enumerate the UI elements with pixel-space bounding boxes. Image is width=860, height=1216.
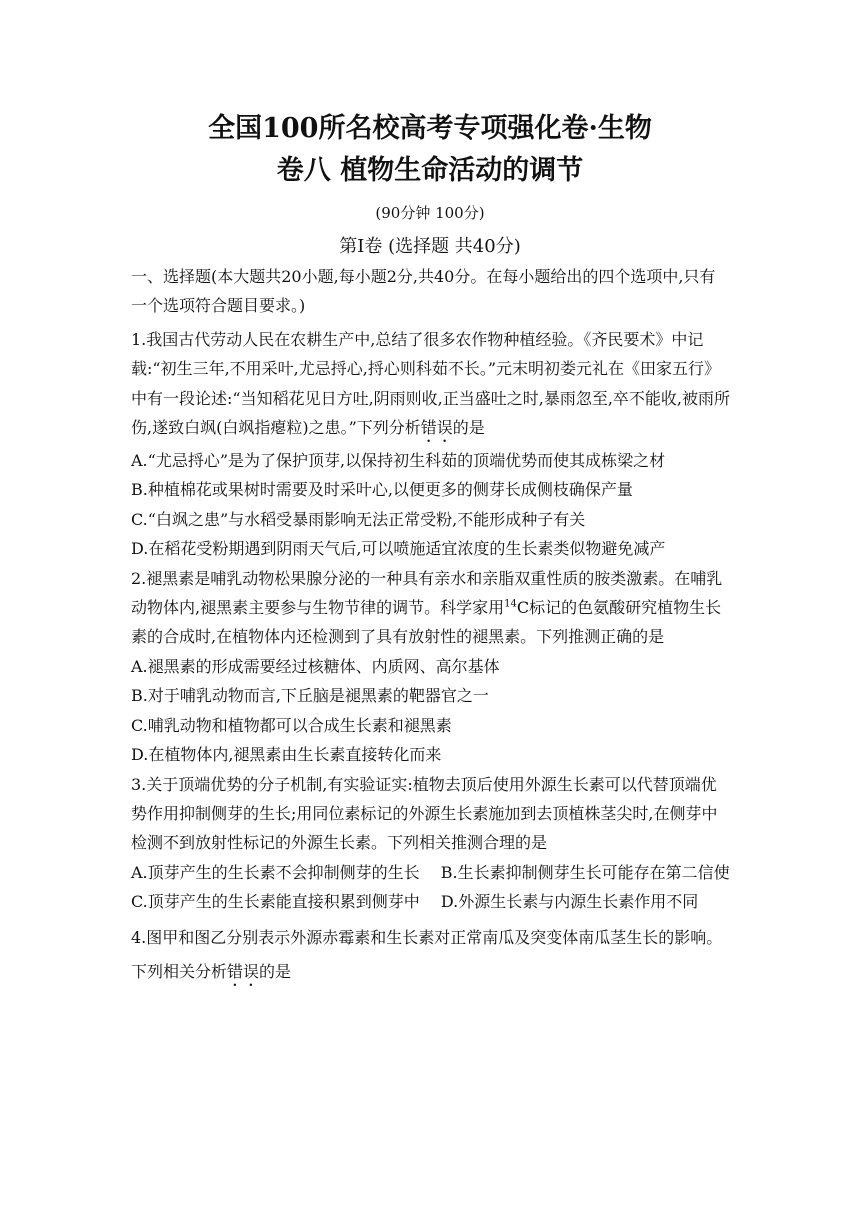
- option-2a: A.褪黑素的形成需要经过核糖体、内质网、高尔基体: [131, 656, 500, 676]
- option-2b: B.对于哺乳动物而言,下丘脑是褪黑素的靶器官之一: [131, 686, 489, 706]
- question-content: [131, 262, 731, 990]
- option-1a: A.“尤忌捋心”是为了保护顶芽,以保持初生科茹的顶端优势而使其成栋梁之材: [131, 451, 666, 471]
- option-3ab: A.顶芽产生的生长素不会抑制侧芽的生长 B.生长素抑制侧芽生长可能存在第二信使: [131, 862, 730, 882]
- paper-title: 卷八 植物生命活动的调节: [276, 155, 584, 186]
- option-1d: D.在稻花受粉期遇到阴雨天气后,可以喷施适宜浓度的生长素类似物避免减产: [131, 539, 666, 559]
- section-heading: 第Ⅰ卷 (选择题 共40分): [339, 236, 521, 257]
- option-1c: C.“白飒之患”与水稻受暴雨影响无法正常受粉,不能形成种子有关: [131, 509, 586, 529]
- question-2-stem: 2.褪黑素是哺乳动物松果腺分泌的一种具有亲水和亲脂双重性质的胺类激素。在哺乳动物体内,褪黑素主要参与生物节律的调节。科学家用$^{14}$C标记的色氨酸研究植物生长素的合成时,在植物体内还检测到了具有放射性的褪黑素。下列推测正确的是: [131, 568, 723, 647]
- question-1-stem: 1.我国古代劳动人民在农耕生产中,总结了很多农作物种植经验。《齐民要术》中记载:“初生三年,不用采叶,尤忌捋心,捋心则科茹不长。”元末明初娄元礼在《田家五行》中有一段论述:“当知稻花见日方吐,阴雨则收,正当盛吐之时,暴雨忽至,卒不能收,被雨所伤,遂致白飒(白飒指瘪粒)之患。”下列分析错误的是: [131, 329, 731, 438]
- option-2d: D.在植物体内,褪黑素由生长素直接转化而来: [131, 745, 442, 765]
- question-3-stem: 3.关于顶端优势的分子机制,有实验证实:植物去顶后使用外源生长素可以代替顶端优势作用抑制侧芽的生长;用同位素标记的外源生长素施加到去顶植株茎尖时,在侧芽中检测不到放射性标记的外源生长素。下列相关推测合理的是: [131, 774, 718, 853]
- option-1b: B.种植棉花或果树时需要及时采叶心,以便更多的侧芽长成侧枝确保产量: [131, 480, 633, 500]
- emphasis-mark: 错误: [227, 961, 260, 981]
- option-3cd: C.顶芽产生的生长素能直接积累到侧芽中 D.外源生长素与内源生长素作用不同: [131, 892, 699, 912]
- option-2c: C.哺乳动物和植物都可以合成生长素和褪黑素: [131, 715, 452, 735]
- instructions: 一、选择题(本大题共20小题,每小题2分,共40分。在每小题给出的四个选项中,只有一个选项符合题目要求。): [131, 267, 716, 316]
- isotope-superscript: 14: [504, 598, 517, 610]
- question-4-stem: 4.图甲和图乙分别表示外源赤霉素和生长素对正常南瓜及突变体南瓜茎生长的影响。下列相关分析错误的是: [131, 927, 723, 981]
- exam-title: 全国100所名校高考专项强化卷·生物: [208, 113, 652, 144]
- time-score: (90分钟 100分): [375, 204, 485, 222]
- emphasis-mark: 错误: [420, 418, 453, 438]
